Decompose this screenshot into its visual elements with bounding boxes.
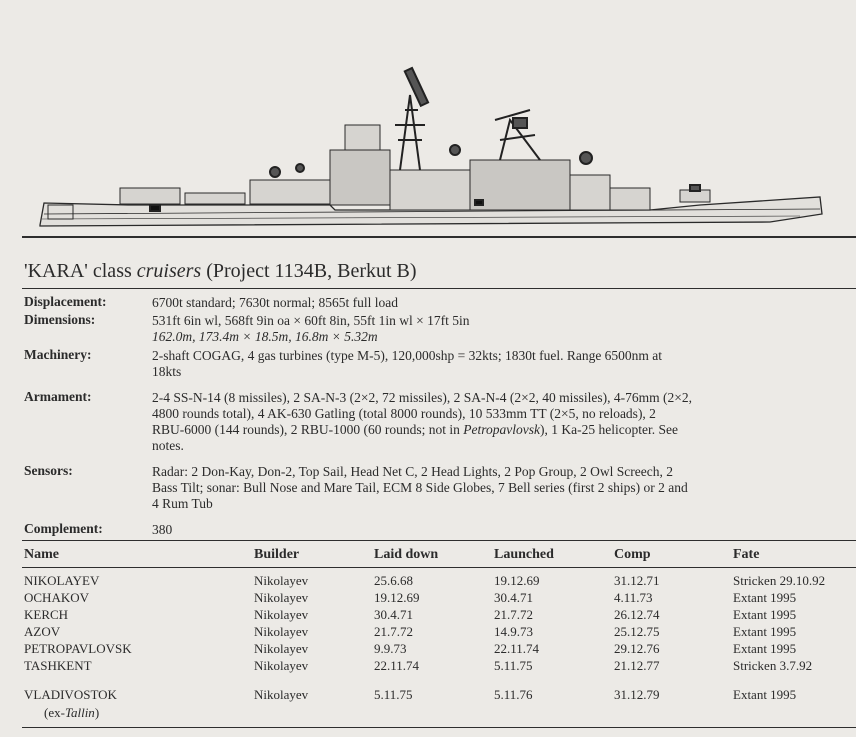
cell-launched: 14.9.73 — [494, 624, 533, 639]
armament-label: Armament: — [24, 389, 92, 404]
col-header-fate: Fate — [733, 547, 760, 562]
cell-builder: Nikolayev — [254, 687, 309, 702]
cell-fate: Stricken 29.10.92 — [733, 573, 826, 588]
cell-launched: 5.11.75 — [494, 658, 533, 673]
col-header-comp: Comp — [614, 547, 651, 562]
cell-launched: 21.7.72 — [494, 607, 533, 622]
cell-builder: Nikolayev — [254, 573, 309, 588]
dimensions-value: 531ft 6in wl, 568ft 9in oa × 60ft 8in, 55ft 1in wl × 17ft 5in 162.0m, 173.4m × 18.5m, 16.8m × 5.32m — [152, 313, 470, 344]
cell-fate: Stricken 3.7.92 — [733, 658, 813, 673]
title-rule — [22, 288, 856, 289]
cell-laid-down: 19.12.69 — [374, 590, 420, 605]
cell-fate: Extant 1995 — [733, 607, 797, 622]
sensors-label: Sensors: — [24, 463, 73, 478]
cell-fate: Extant 1995 — [733, 624, 797, 639]
col-header-builder: Builder — [254, 547, 300, 562]
cell-comp: 31.12.71 — [614, 573, 660, 588]
cell-name: NIKOLAYEV — [24, 573, 100, 588]
cell-laid-down: 30.4.71 — [374, 607, 413, 622]
machinery-value: 2-shaft COGAG, 4 gas turbines (type M-5), 120,000shp = 32kts; 1830t fuel. Range 6500nm at 18kts — [152, 348, 663, 379]
cell-laid-down: 25.6.68 — [374, 573, 413, 588]
cell-laid-down: 21.7.72 — [374, 624, 413, 639]
cell-builder: Nikolayev — [254, 658, 309, 673]
page-title: 'KARA' class cruisers (Project 1134B, Berkut B) — [24, 260, 417, 282]
armament-value: 2-4 SS-N-14 (8 missiles), 2 SA-N-3 (2×2, 72 missiles), 2 SA-N-4 (2×2, 40 missiles), 4-76mm (2×2, 4800 rounds total), 4 AK-630 Gatling (total 8000 rounds), 10 533mm TT (2×5, no reloads), 2 RBU-6000 (144 rounds), 2 RBU-1000 (60 rounds; not in Petropavlovsk), 1 Ka-25 helicopter. See notes. — [152, 390, 692, 453]
cell-laid-down: 5.11.75 — [374, 687, 413, 702]
bottom-rule — [22, 727, 856, 728]
cell-laid-down: 9.9.73 — [374, 641, 407, 656]
cell-comp: 29.12.76 — [614, 641, 660, 656]
former-name-note: (ex-Tallin) — [44, 705, 100, 720]
cell-fate: Extant 1995 — [733, 641, 797, 656]
cell-launched: 30.4.71 — [494, 590, 533, 605]
cell-fate: Extant 1995 — [733, 687, 797, 702]
col-header-launched: Launched — [494, 547, 554, 562]
cell-builder: Nikolayev — [254, 590, 309, 605]
col-header-name: Name — [24, 547, 59, 562]
displacement-label: Displacement: — [24, 294, 107, 309]
ship-profile-drawing — [0, 0, 856, 240]
cell-builder: Nikolayev — [254, 607, 309, 622]
cell-laid-down: 22.11.74 — [374, 658, 420, 673]
displacement-value: 6700t standard; 7630t normal; 8565t full load — [152, 295, 398, 310]
col-header-laid-down: Laid down — [374, 547, 439, 562]
cell-name: OCHAKOV — [24, 590, 89, 605]
cell-comp: 4.11.73 — [614, 590, 653, 605]
cell-name: AZOV — [24, 624, 61, 639]
header-rule — [22, 567, 856, 568]
complement-label: Complement: — [24, 521, 103, 536]
cell-fate: Extant 1995 — [733, 590, 797, 605]
complement-value: 380 — [152, 522, 173, 537]
dimensions-label: Dimensions: — [24, 312, 96, 327]
cell-launched: 22.11.74 — [494, 641, 540, 656]
machinery-label: Machinery: — [24, 347, 92, 362]
top-rule — [22, 236, 856, 238]
cell-name: TASHKENT — [24, 658, 92, 673]
cell-comp: 21.12.77 — [614, 658, 660, 673]
sensors-value: Radar: 2 Don-Kay, Don-2, Top Sail, Head Net C, 2 Head Lights, 2 Pop Group, 2 Owl Screech, 2 Bass Tilt; sonar: Bull Nose and Mare Tail, ECM 8 Side Globes, 7 Bell series (first 2 ships) or 2 and 4 Rum Tub — [152, 464, 688, 511]
cell-comp: 26.12.74 — [614, 607, 660, 622]
cell-name: PETROPAVLOVSK — [24, 641, 132, 656]
cell-launched: 5.11.76 — [494, 687, 533, 702]
cell-comp: 25.12.75 — [614, 624, 660, 639]
cell-builder: Nikolayev — [254, 624, 309, 639]
cell-builder: Nikolayev — [254, 641, 309, 656]
table-top-rule — [22, 540, 856, 541]
cell-launched: 19.12.69 — [494, 573, 540, 588]
cell-name: VLADIVOSTOK — [24, 687, 117, 702]
cell-comp: 31.12.79 — [614, 687, 660, 702]
cell-name: KERCH — [24, 607, 69, 622]
